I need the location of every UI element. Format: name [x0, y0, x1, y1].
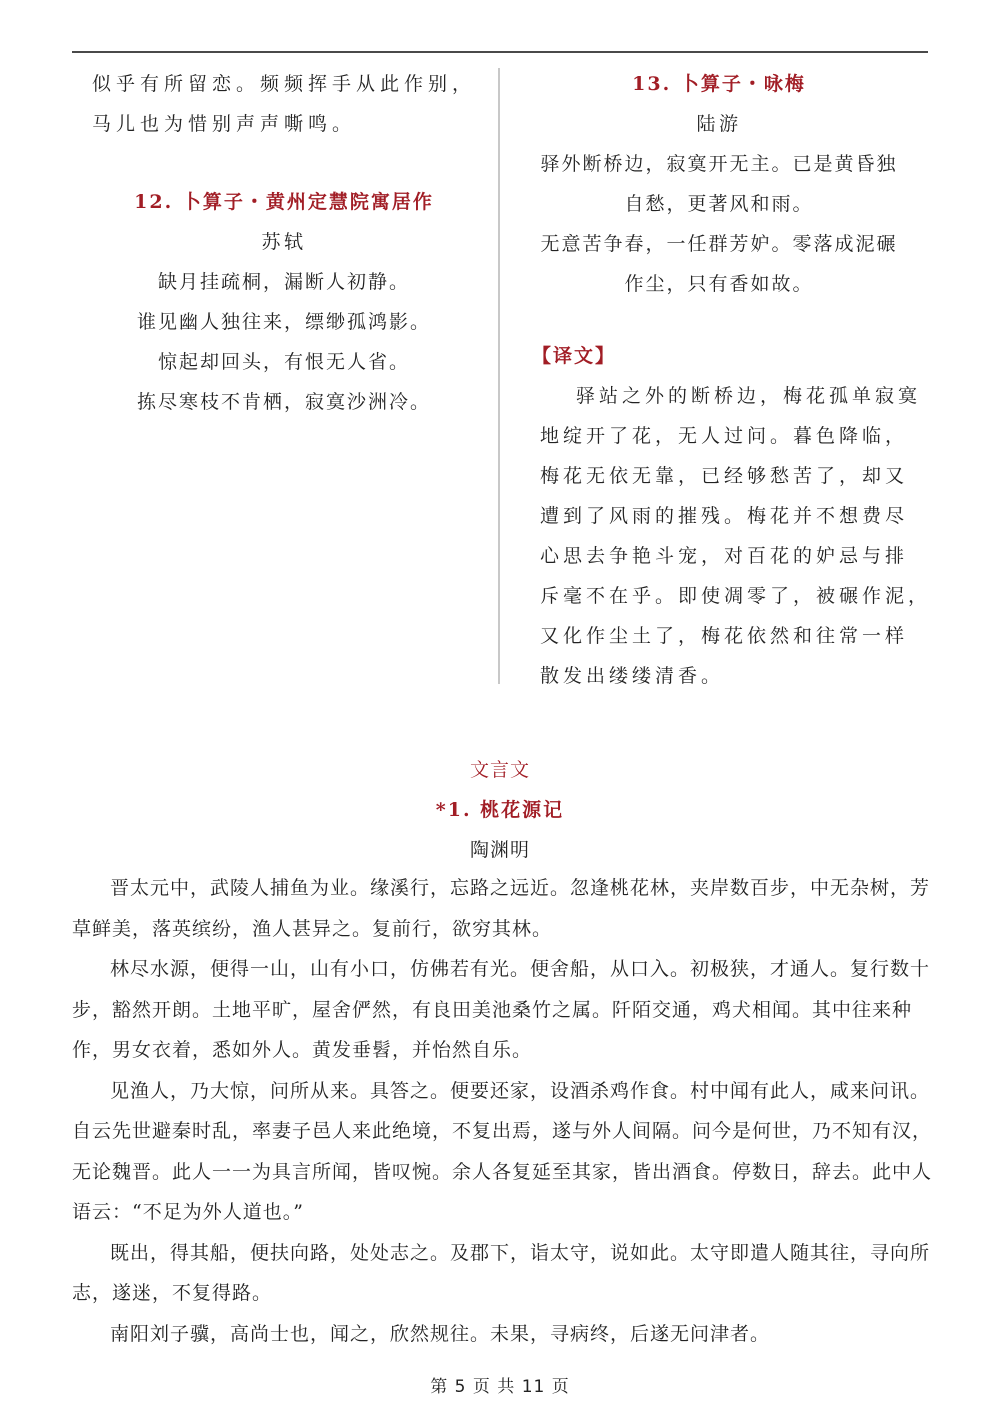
poem-title: 12. 卜算子・黄州定慧院寓居作	[134, 191, 434, 213]
page-number: 第 5 页 共 11 页	[430, 1377, 570, 1397]
essay-paragraph: 林尽水源，便得一山，山有小口，仿佛若有光。便舍船，从口入。初极狭，才通人。复行数十步，豁然开朗。土地平旷，屋舍俨然，有良田美池桑竹之属。阡陌交通，鸡犬相闻。其中往来种作，男女衣着，悉如外人。黄发垂髫，并怡然自乐。	[72, 958, 931, 1061]
classical-section-header	[0, 750, 1000, 870]
translation-line: 驿站之外的断桥边，梅花孤单寂寞	[576, 385, 922, 407]
translation-line: 遭到了风雨的摧残。梅花并不想费尽	[540, 505, 909, 527]
column-divider	[498, 68, 500, 684]
poem-author: 苏轼	[261, 231, 307, 253]
poem-title: 13. 卜算子・咏梅	[632, 73, 806, 95]
poem-line: 缺月挂疏桐，漏断人初静。	[157, 271, 410, 293]
essay-paragraph: 南阳刘子骥，高尚士也，闻之，欣然规往。未果，寻病终，后遂无问津者。	[110, 1322, 771, 1345]
translation-line: 心思去争艳斗宠，对百花的妒忌与排	[540, 545, 909, 567]
poem-line: 驿外断桥边，寂寞开无主。已是黄昏独	[540, 153, 898, 175]
translation-line: 地绽开了花，无人过问。暮色降临，	[540, 425, 909, 447]
top-rule	[72, 51, 928, 53]
poem-line: 无意苦争春，一任群芳妒。零落成泥碾	[540, 233, 898, 255]
text-line: 似乎有所留恋。频频挥手从此作别，	[92, 73, 477, 95]
translation-line: 梅花无依无靠，已经够愁苦了，却又	[540, 465, 909, 487]
poem-line: 拣尽寒枝不肯栖，寂寞沙洲冷。	[136, 391, 431, 413]
translation-label: 【译文】	[532, 345, 617, 367]
poem-line: 自愁，更著风和雨。	[624, 193, 814, 215]
poem-line: 谁见幽人独往来，缥缈孤鸿影。	[136, 311, 431, 333]
translation-body	[510, 376, 932, 696]
essay-paragraph: 晋太元中，武陵人捕鱼为业。缘溪行，忘路之远近。忽逢桃花林，夹岸数百步，中无杂树，芳草鲜美，落英缤纷，渔人甚异之。复前行，欲穷其林。	[72, 877, 931, 940]
essay-author: 陶渊明	[469, 839, 530, 861]
poem-13	[510, 64, 928, 304]
poem-line: 作尘，只有香如故。	[624, 273, 814, 295]
essay-paragraph: 既出，得其船，便扶向路，处处志之。及郡下，诣太守，说如此。太守即遣人随其往，寻向所志，遂迷，不复得路。	[72, 1241, 931, 1304]
poem-12	[72, 182, 496, 422]
essay-title: *1. 桃花源记	[435, 799, 565, 821]
translation-line: 又化作尘土了，梅花依然和往常一样	[540, 625, 909, 647]
text-line: 马儿也为惜别声声嘶鸣。	[92, 113, 357, 135]
essay-body	[72, 868, 932, 1354]
section-heading: 文言文	[469, 759, 530, 781]
essay-paragraph: 见渔人，乃大惊，问所从来。具答之。便要还家，设酒杀鸡作食。村中闻有此人，咸来问讯。自云先世避秦时乱，率妻子邑人来此绝境，不复出焉，遂与外人间隔。问今是何世，乃不知有汉，无论魏晋。此人一一为具言所闻，皆叹惋。余人各复延至其家，皆出酒食。停数日，辞去。此中人语云：“不足为外人道也。”	[72, 1079, 933, 1223]
left-column-continuation	[72, 64, 496, 144]
translation-section	[510, 336, 932, 696]
translation-line: 斥毫不在乎。即使凋零了，被碾作泥，	[540, 585, 932, 607]
poem-line: 惊起却回头，有恨无人省。	[157, 351, 410, 373]
translation-line: 散发出缕缕清香。	[540, 665, 725, 687]
poem-author: 陆游	[696, 113, 742, 135]
